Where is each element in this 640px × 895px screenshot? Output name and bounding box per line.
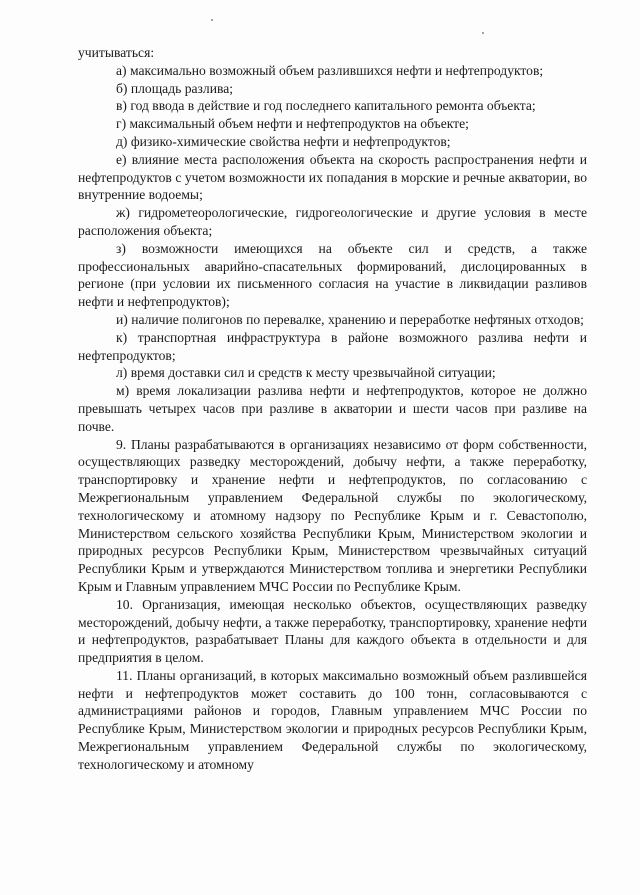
paragraph: учитываться: <box>78 45 155 60</box>
list-item-i: и) наличие полигонов по перевалке, хранению и переработке нефтяных отходов; <box>116 311 584 327</box>
scan-speck <box>482 32 484 34</box>
list-item-k: к) транспортная инфраструктура в районе возможного разлива нефти и нефтепродуктов; <box>78 329 587 363</box>
list-item-b: б) площадь разлива; <box>116 80 234 96</box>
list-item-a: а) максимально возможный объем разлившихся нефти и нефтепродуктов; <box>116 62 544 78</box>
section-9: 9. Планы разрабатываются в организациях независимо от форм собственности, осуществляющих разведку месторождений, добычу нефти, а также переработку, транспортировку и хранение нефти и нефтепродуктов, по согласованию с Межрегиональным управлением Федеральной службы по экологическому, технологическому и атомному надзору по Республике Крым и г. Севастополю, Министерством сельского хозяйства Республики Крым, Министерством экологии и природных ресурсов Республики Крым, Министерством чрезвычайных ситуаций Республики Крым и утверждаются Министерством топлива и энергетики Республики Крым и Главным управлением МЧС России по Республике Крым. <box>78 436 587 594</box>
list-item-e: е) влияние места расположения объекта на скорость распространения нефти и нефтепродуктов с учетом возможности их попадания в морские и речные акватории, во внутренние водоемы; <box>78 151 587 203</box>
list-item-v: в) год ввода в действие и год последнего капитального ремонта объекта; <box>116 98 536 114</box>
list-item-d: д) физико-химические свойства нефти и нефтепродуктов; <box>116 133 451 149</box>
list-item-zh: ж) гидрометеорологические, гидрогеологические и другие условия в месте расположения объекта; <box>78 205 587 238</box>
list-item-z: з) возможности имеющихся на объекте сил и средств, а также профессиональных аварийно-спасательных формирований, дислоцированных в регионе (при условии их письменного согласия на участие в ликвидации разливов нефти и нефтепродуктов); <box>78 240 587 310</box>
section-10: 10. Организация, имеющая несколько объектов, осуществляющих разведку месторождений, добычу нефти, а также переработку, транспортировку, хранение нефти и нефтепродуктов, разрабатывает Планы для каждого объекта в отдельности и для предприятия в целом. <box>78 596 587 666</box>
list-item-l: л) время доставки сил и средств к месту чрезвычайной ситуации; <box>116 365 496 381</box>
document-body <box>78 44 587 774</box>
section-11: 11. Планы организаций, в которых максимально возможный объем разлившейся нефти и нефтепродуктов может составить до 100 тонн, согласовываются с администрациями районов и городов, Главным управлением МЧС России по Республике Крым, Министерством экологии и природных ресурсов Республики Крым, Межрегиональным управлением Федеральной службы по экологическому, технологическому и атомному <box>78 667 587 772</box>
list-item-m: м) время локализации разлива нефти и нефтепродуктов, которое не должно превышать четырех часов при разливе в акватории и шести часов при разливе на почве. <box>78 383 587 434</box>
scan-speck <box>211 19 213 21</box>
list-item-g: г) максимальный объем нефти и нефтепродуктов на объекте; <box>116 116 469 132</box>
